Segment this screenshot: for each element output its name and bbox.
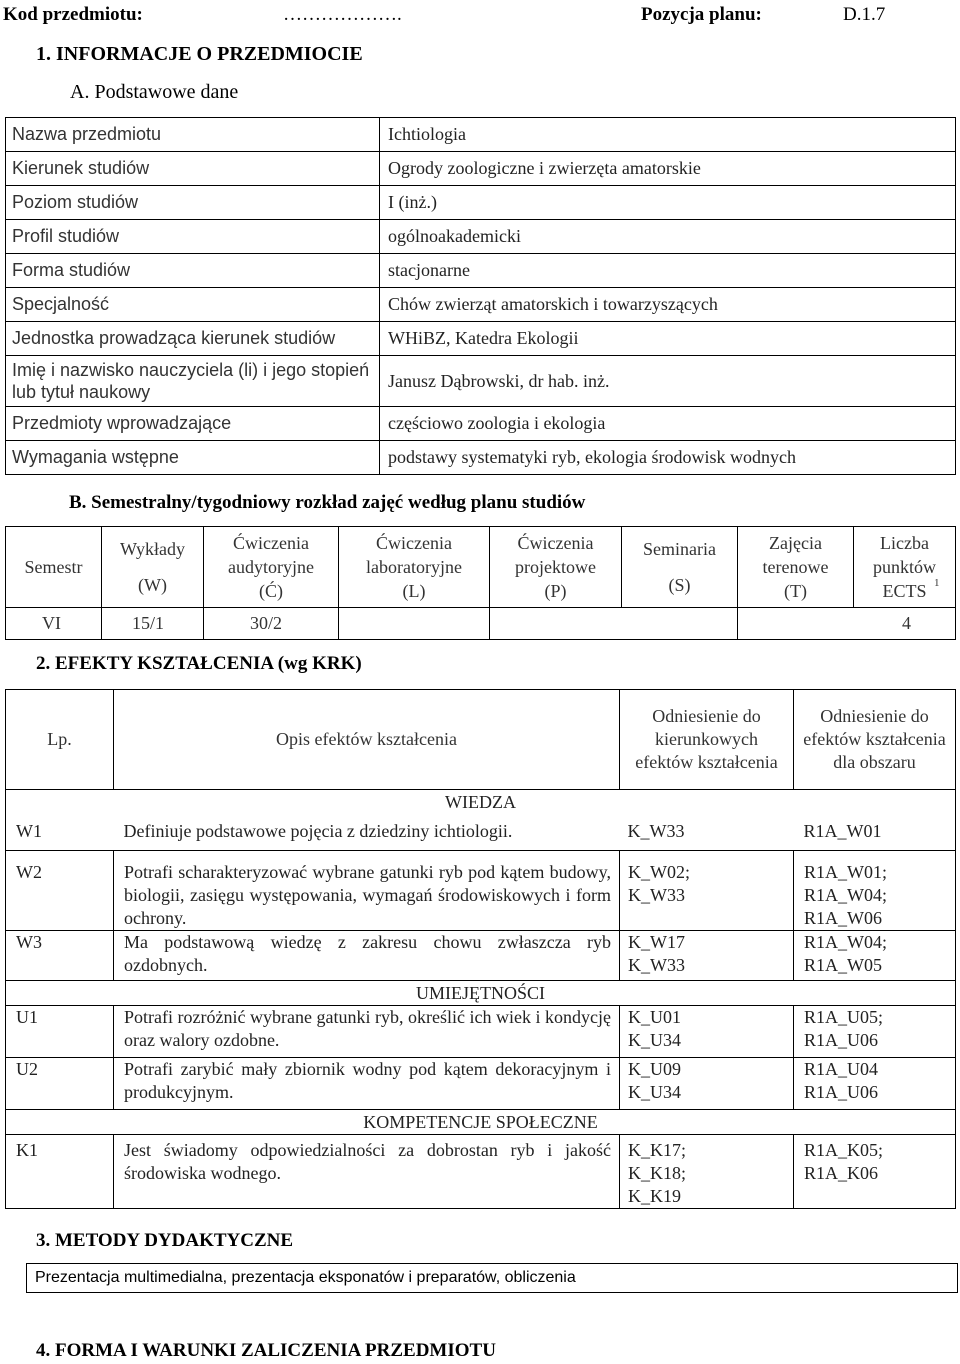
cell-obszar: R1A_U05; R1A_U06 xyxy=(794,1005,956,1057)
teaching-methods-box: Prezentacja multimedialna, prezentacja eksponatów i preparatów, obliczenia xyxy=(26,1263,958,1293)
category-row xyxy=(6,790,956,815)
header-kierunkowe: Odniesienie do kierunkowych efektów kształcenia xyxy=(620,690,794,790)
field-label: Profil studiów xyxy=(6,220,380,254)
field-label: Nazwa przedmiotu xyxy=(6,118,380,152)
cell-kier: K_U01 K_U34 xyxy=(620,1005,794,1057)
category-row xyxy=(6,980,956,1005)
table-row xyxy=(6,186,956,220)
field-label: Wymagania wstępne xyxy=(6,441,380,475)
category-row xyxy=(6,1109,956,1134)
field-label: Przedmioty wprowadzające xyxy=(6,407,380,441)
table-row xyxy=(6,1134,956,1208)
section-2-title: 2. EFEKTY KSZTAŁCENIA (wg KRK) xyxy=(36,653,362,674)
cell-w: 15/1 xyxy=(102,608,204,640)
cell-obszar: R1A_U04 R1A_U06 xyxy=(794,1057,956,1109)
cell-kier: K_W33 xyxy=(620,814,794,850)
table-row xyxy=(6,356,956,407)
header-seminaria: Seminaria (S) xyxy=(622,527,738,608)
field-label: Forma studiów xyxy=(6,254,380,288)
cell-c: 30/2 xyxy=(204,608,339,640)
cell-ects: 4 xyxy=(854,608,956,640)
section-b-title: B. Semestralny/tygodniowy rozkład zajęć według planu studiów xyxy=(69,492,586,513)
header-wyklady: Wykłady (W) xyxy=(102,527,204,608)
plan-position-label: Pozycja planu: xyxy=(641,4,762,25)
cell-obszar: R1A_W01 xyxy=(794,814,956,850)
cell-opis: Ma podstawową wiedzę z zakresu chowu zwłaszcza ryb ozdobnych. xyxy=(114,930,620,980)
cell-lp: W2 xyxy=(6,850,114,930)
cell-lp: U1 xyxy=(6,1005,114,1057)
field-value: podstawy systematyki ryb, ekologia środowisk wodnych xyxy=(380,441,956,475)
field-value: Chów zwierząt amatorskich i towarzyszących xyxy=(380,288,956,322)
cell-l xyxy=(339,608,490,640)
category-wiedza: WIEDZA xyxy=(6,790,956,815)
header-lp: Lp. xyxy=(6,690,114,790)
header-obszar: Odniesienie do efektów kształcenia dla obszaru xyxy=(794,690,956,790)
cell-obszar: R1A_K05; R1A_K06 xyxy=(794,1134,956,1208)
table-row xyxy=(6,152,956,186)
plan-position-value: D.1.7 xyxy=(843,4,886,25)
cell-kier: K_K17; K_K18; K_K19 xyxy=(620,1134,794,1208)
field-label: Jednostka prowadząca kierunek studiów xyxy=(6,322,380,356)
cell-kier: K_U09 K_U34 xyxy=(620,1057,794,1109)
category-umiejetnosci: UMIEJĘTNOŚCI xyxy=(6,980,956,1005)
section-a-title: A. Podstawowe dane xyxy=(70,81,239,103)
header-semestr: Semestr xyxy=(6,527,102,608)
field-value: I (inż.) xyxy=(380,186,956,220)
cell-s xyxy=(622,608,738,640)
field-value: częściowo zoologia i ekologia xyxy=(380,407,956,441)
header-cw-audytoryjne: Ćwiczenia audytoryjne (Ć) xyxy=(204,527,339,608)
basic-data-table xyxy=(5,117,956,475)
table-row xyxy=(6,407,956,441)
table-row xyxy=(6,850,956,930)
field-value: ogólnoakademicki xyxy=(380,220,956,254)
cell-opis: Potrafi zarybić mały zbiornik wodny pod kątem dekoracyjnym i produkcyjnym. xyxy=(114,1057,620,1109)
cell-t xyxy=(738,608,854,640)
header-zajecia-terenowe: Zajęcia terenowe (T) xyxy=(738,527,854,608)
cell-opis: Potrafi scharakteryzować wybrane gatunki ryb pod kątem budowy, biologii, zasięgu występowania, wymagań środowiskowych i form ochrony. xyxy=(114,850,620,930)
ects-label-tail xyxy=(864,577,940,600)
table-row xyxy=(6,118,956,152)
field-value: stacjonarne xyxy=(380,254,956,288)
cell-obszar: R1A_W01; R1A_W04; R1A_W06 xyxy=(794,850,956,930)
cell-p xyxy=(490,608,622,640)
cell-obszar: R1A_W04; R1A_W05 xyxy=(794,930,956,980)
table-row xyxy=(6,814,956,850)
table-row xyxy=(6,441,956,475)
section-3-title: 3. METODY DYDAKTYCZNE xyxy=(36,1230,294,1251)
header-ects: Liczba punktów ECTS xyxy=(854,527,956,608)
field-value: Janusz Dąbrowski, dr hab. inż. xyxy=(380,356,956,407)
section-4-title: 4. FORMA I WARUNKI ZALICZENIA PRZEDMIOTU xyxy=(36,1340,496,1361)
table-row xyxy=(6,220,956,254)
table-row xyxy=(6,1005,956,1057)
cell-kier: K_W02; K_W33 xyxy=(620,850,794,930)
table-row xyxy=(6,288,956,322)
field-label: Imię i nazwisko nauczyciela (li) i jego stopień lub tytuł naukowy xyxy=(6,356,380,407)
schedule-table xyxy=(5,526,956,640)
cell-lp: K1 xyxy=(6,1134,114,1208)
cell-opis: Potrafi rozróżnić wybrane gatunki ryb, określić ich wiek i kondycję oraz walory ozdobne. xyxy=(114,1005,620,1057)
course-code-value: ………………. xyxy=(283,4,402,25)
cell-opis: Definiuje podstawowe pojęcia z dziedziny ichtiologii. xyxy=(114,814,620,850)
field-value: Ogrody zoologiczne i zwierzęta amatorskie xyxy=(380,152,956,186)
field-label: Poziom studiów xyxy=(6,186,380,220)
header-cw-laboratoryjne: Ćwiczenia laboratoryjne (L) xyxy=(339,527,490,608)
ects-footnote-marker: 1 xyxy=(934,577,940,589)
header-opis: Opis efektów kształcenia xyxy=(114,690,620,790)
table-row xyxy=(6,322,956,356)
outcomes-table xyxy=(5,689,956,1209)
cell-lp: W3 xyxy=(6,930,114,980)
field-label: Specjalność xyxy=(6,288,380,322)
field-value: WHiBZ, Katedra Ekologii xyxy=(380,322,956,356)
schedule-header-row xyxy=(6,527,956,608)
cell-semestr: VI xyxy=(6,608,102,640)
cell-kier: K_W17 K_W33 xyxy=(620,930,794,980)
table-row xyxy=(6,254,956,288)
cell-lp: W1 xyxy=(6,814,114,850)
cell-opis: Jest świadomy odpowiedzialności za dobrostan ryb i jakość środowiska wodnego. xyxy=(114,1134,620,1208)
field-value: Ichtiologia xyxy=(380,118,956,152)
header-cw-projektowe: Ćwiczenia projektowe (P) xyxy=(490,527,622,608)
category-kompetencje: KOMPETENCJE SPOŁECZNE xyxy=(6,1109,956,1134)
table-row xyxy=(6,1057,956,1109)
outcomes-header-row xyxy=(6,690,956,790)
section-1-title: 1. INFORMACJE O PRZEDMIOCIE xyxy=(36,43,363,65)
schedule-data-row xyxy=(6,608,956,640)
table-row xyxy=(6,930,956,980)
field-label: Kierunek studiów xyxy=(6,152,380,186)
cell-lp: U2 xyxy=(6,1057,114,1109)
course-code-label: Kod przedmiotu: xyxy=(3,4,143,25)
